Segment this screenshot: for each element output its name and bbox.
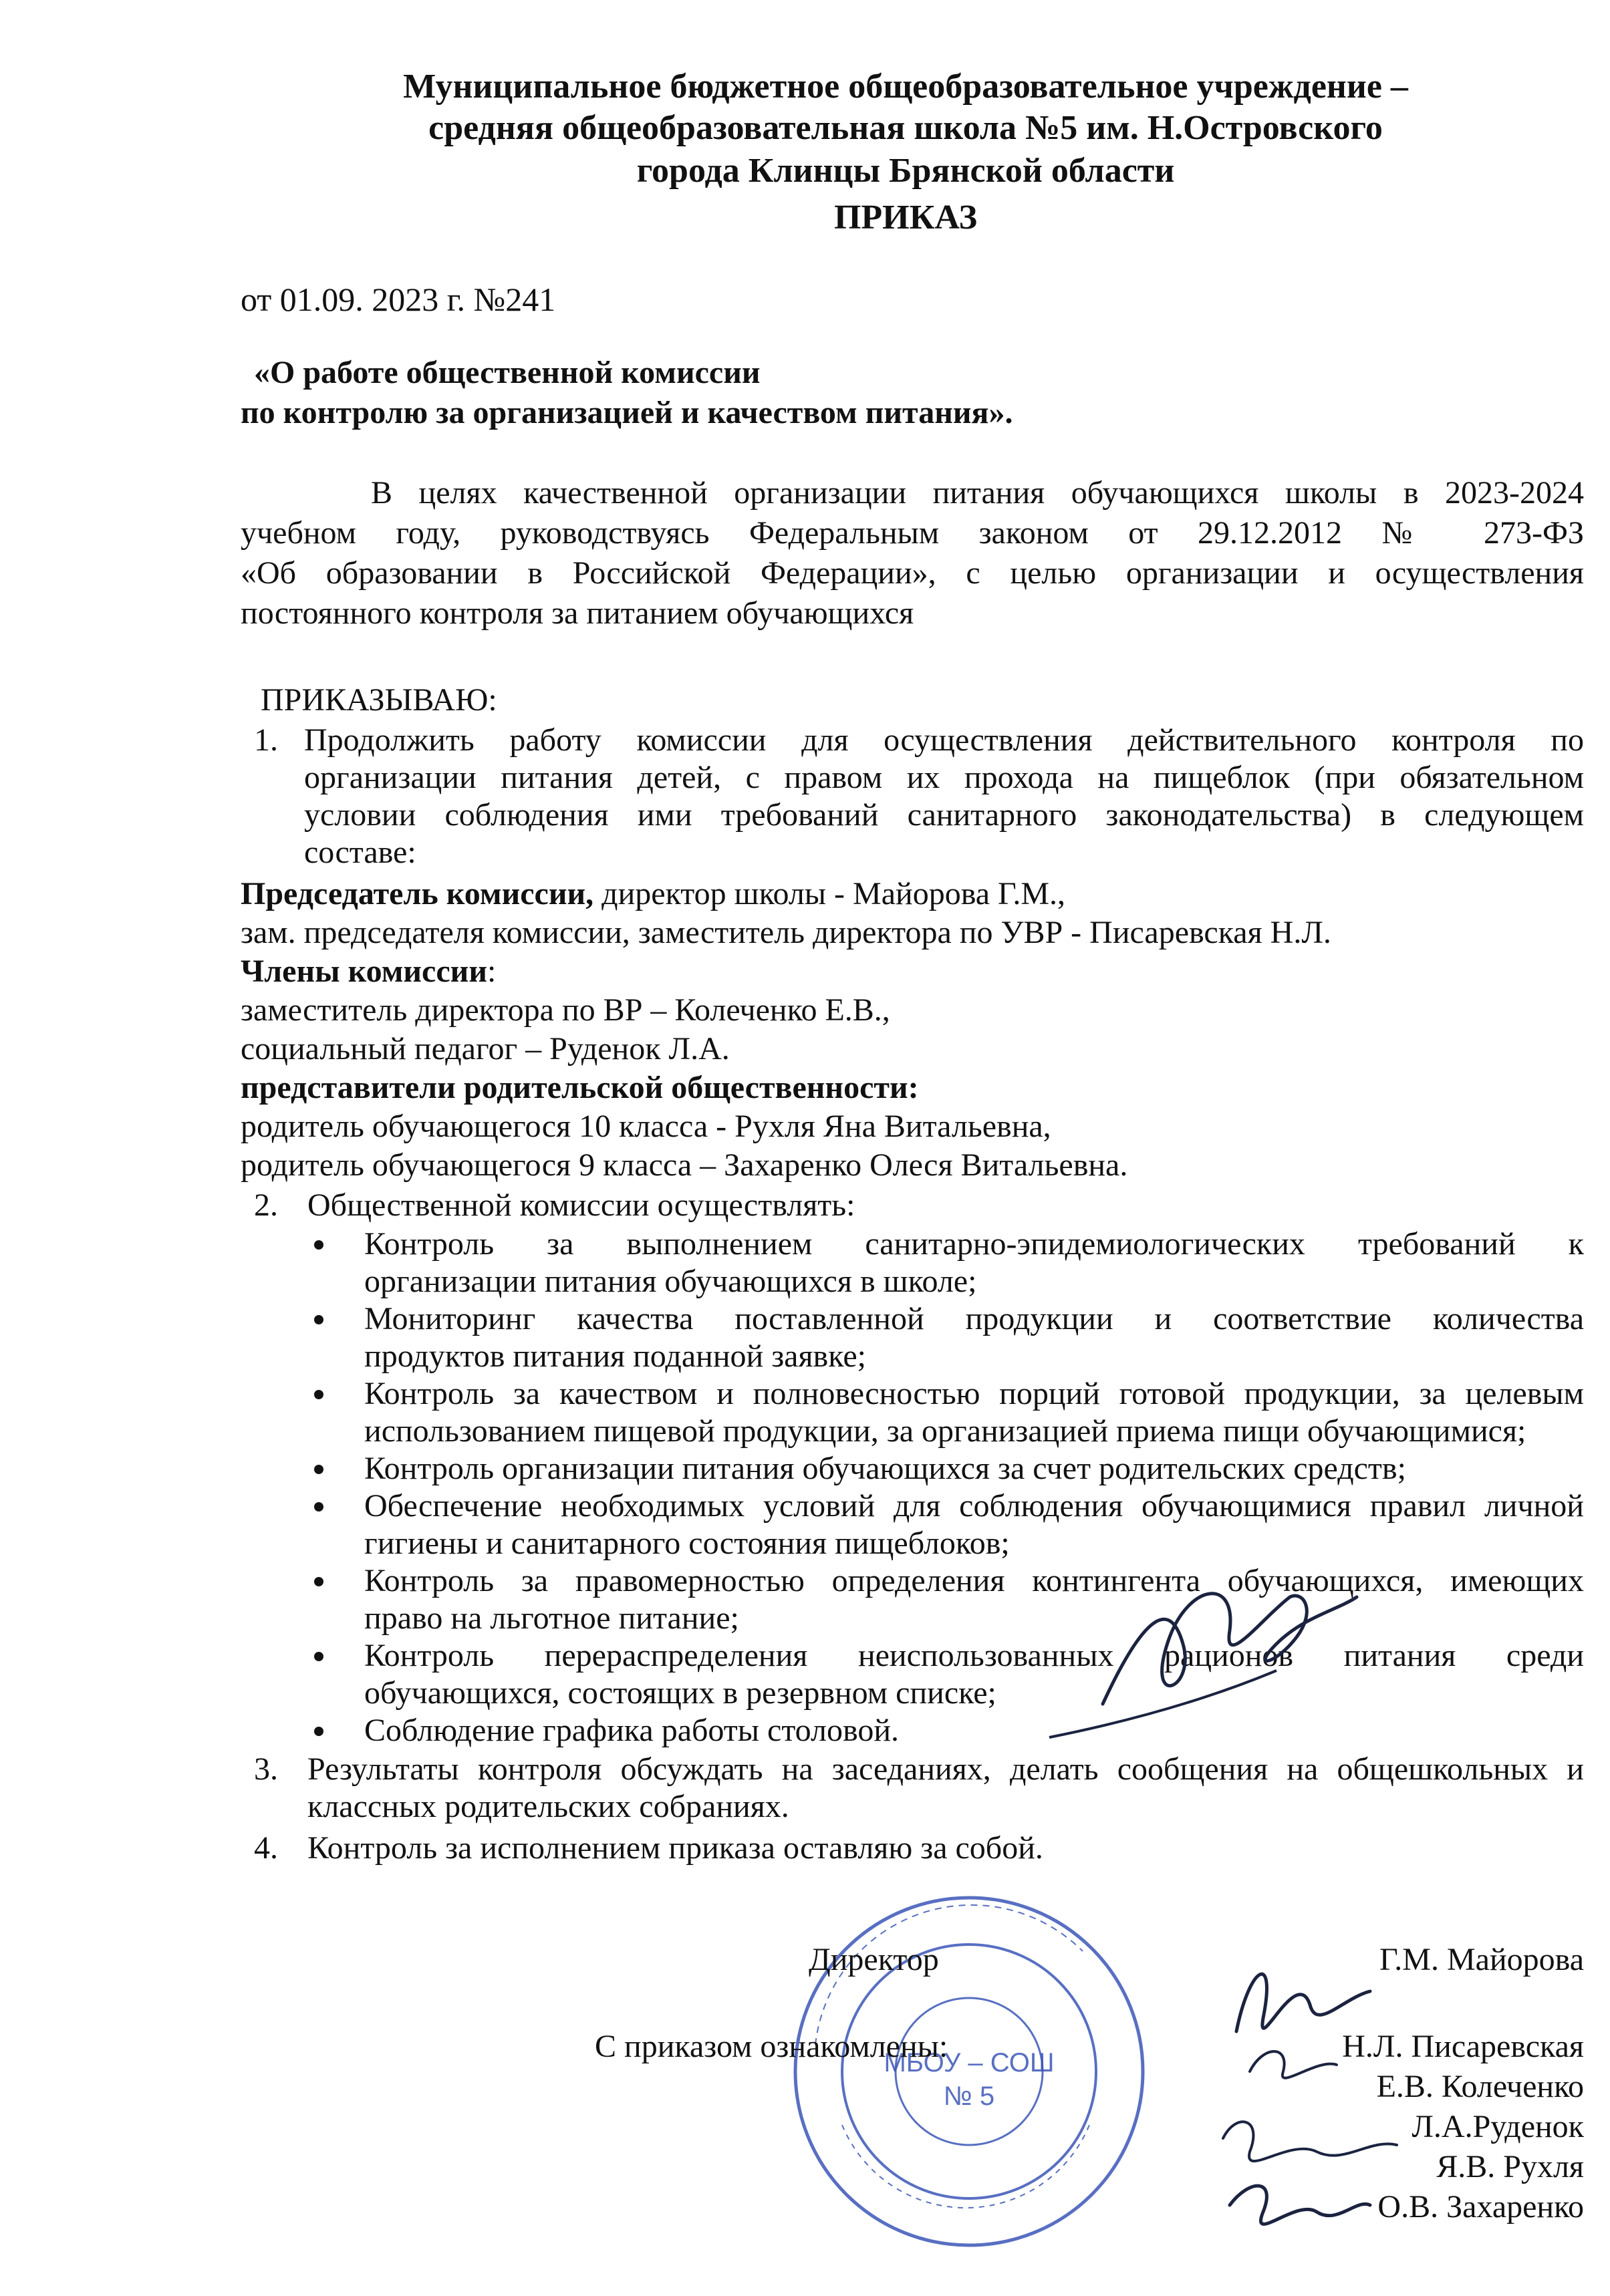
preamble-line2: учебном году, руководствуясь Федеральным законом от 29.12.2012 № 273-ФЗ [241, 515, 1584, 551]
item2-title: Общественной комиссии осуществлять: [307, 1187, 855, 1223]
org-name-line3: города Клинцы Брянской области [636, 152, 1175, 190]
director-name: Г.М. Майорова [1379, 1942, 1584, 1977]
subject-line2: по контролю за организацией и качеством питания». [241, 395, 1013, 430]
item1-line1: Продолжить работу комиссии для осуществления действительного контроля по [304, 722, 1584, 758]
preamble-line3: «Об образовании в Российской Федерации», с целью организации и осуществления [241, 555, 1584, 591]
bullet-1-line2: организации питания обучающихся в школе; [364, 1264, 977, 1299]
item3-line1: Результаты контроля обсуждать на заседаниях, делать сообщения на общешкольных и [307, 1751, 1584, 1787]
document-type: ПРИКАЗ [833, 198, 978, 237]
preamble-line1: В целях качественной организации питания обучающихся школы в 2023-2024 [371, 475, 1584, 511]
members-colon: : [487, 954, 497, 989]
parents-heading: представители родительской общественности: [241, 1070, 919, 1105]
stamp-center-text: МБОУ – СОШ [884, 2048, 1055, 2077]
bullet-1 [314, 1240, 323, 1250]
bullet-6 [314, 1577, 323, 1586]
chair-label: Председатель комиссии, [241, 876, 594, 911]
item1-line2: организации питания детей, с правом их прохода на пищеблок (при обязательном [304, 760, 1584, 795]
commission-members-heading [241, 953, 496, 990]
item3-number: 3. [254, 1751, 278, 1787]
commission-member1: заместитель директора по ВР – Колеченко Е.В., [241, 992, 890, 1028]
bullet-2 [314, 1315, 323, 1324]
item2-number: 2. [254, 1187, 278, 1223]
acquainted-name-2: Е.В. Колеченко [1376, 2069, 1584, 2104]
bullet-5 [314, 1502, 323, 1512]
commission-deputy: зам. председателя комиссии, заместитель директора по УВР - Писаревская Н.Л. [241, 915, 1331, 950]
bullet-8-line1: Соблюдение графика работы столовой. [364, 1713, 900, 1748]
bullet-1-line1: Контроль за выполнением санитарно-эпидемиологических требований к [364, 1226, 1584, 1262]
members-label: Члены комиссии [241, 954, 487, 989]
bullet-7-line1: Контроль перераспределения неиспользованных рационов питания среди [364, 1638, 1584, 1673]
bullet-3-line1: Контроль за качеством и полновесностью порций готовой продукции, за целевым [364, 1376, 1584, 1411]
bullet-3 [314, 1390, 323, 1399]
org-name-line1: Муниципальное бюджетное общеобразовательное учреждение – [403, 67, 1408, 106]
stamp-center-number: № 5 [943, 2082, 995, 2111]
bullet-6-line1: Контроль за правомерностью определения контингента обучающихся, имеющих [364, 1563, 1584, 1598]
acquainted-name-5: О.В. Захаренко [1377, 2189, 1584, 2225]
bullet-7-line2: обучающихся, состоящих в резервном списке; [364, 1675, 996, 1711]
acquainted-name-3: Л.А.Руденок [1412, 2109, 1584, 2144]
bullet-4 [314, 1465, 323, 1474]
parent1: родитель обучающегося 10 класса - Рухля Яна Витальевна, [241, 1109, 1051, 1144]
parent2: родитель обучающегося 9 класса – Захаренко Олеся Витальевна. [241, 1147, 1128, 1183]
acquainted-name-4: Я.В. Рухля [1436, 2149, 1584, 2184]
org-name-line2: средняя общеобразовательная школа №5 им. Н.Островского [428, 109, 1383, 147]
item1-line4: составе: [304, 835, 416, 870]
subject-line1: «О работе общественной комиссии [254, 355, 761, 390]
acquainted-name-1: Н.Л. Писаревская [1342, 2029, 1584, 2064]
bullet-7 [314, 1652, 323, 1661]
signature-kolechenko [1250, 2051, 1337, 2078]
stamp-and-signatures [769, 1537, 1470, 2272]
director-title: Директор [809, 1942, 939, 1977]
signature-rukhlya [1223, 2122, 1397, 2161]
signature-pisarevskaya [1236, 1974, 1370, 2031]
bullet-4-line1: Контроль организации питания обучающихся за счет родительских средств; [364, 1451, 1406, 1486]
bullet-2-line1: Мониторинг качества поставленной продукции и соответствие количества [364, 1301, 1584, 1336]
bullet-6-line2: право на льготное питание; [364, 1600, 739, 1636]
bullet-5-line1: Обеспечение необходимых условий для соблюдения обучающимися правил личной [364, 1488, 1584, 1524]
item1-line3: условии соблюдения ими требований санитарного законодательства) в следующем [304, 797, 1584, 833]
acquainted-label: С приказом ознакомлены: [595, 2029, 948, 2064]
bullet-2-line2: продуктов питания поданной заявке; [364, 1338, 866, 1374]
bullet-8 [314, 1727, 323, 1736]
bullet-5-line2: гигиены и санитарного состояния пищеблоков; [364, 1526, 1010, 1561]
chair-rest: директор школы - Майорова Г.М., [593, 876, 1066, 911]
commission-member2: социальный педагог – Руденок Л.А. [241, 1031, 730, 1066]
item1-number: 1. [254, 722, 278, 758]
item4-number: 4. [254, 1830, 278, 1866]
bullet-3-line2: использованием пищевой продукции, за организацией приема пищи обучающимися; [364, 1413, 1526, 1449]
date-number: от 01.09. 2023 г. №241 [241, 281, 556, 318]
preamble-line4: постоянного контроля за питанием обучающихся [241, 595, 914, 631]
item4-text: Контроль за исполнением приказа оставляю за собой. [307, 1830, 1043, 1866]
item3-line2: классных родительских собраниях. [307, 1789, 789, 1824]
commission-chair [241, 875, 1065, 913]
order-word: ПРИКАЗЫВАЮ: [261, 682, 497, 718]
signature-zakharenko [1230, 2186, 1370, 2224]
